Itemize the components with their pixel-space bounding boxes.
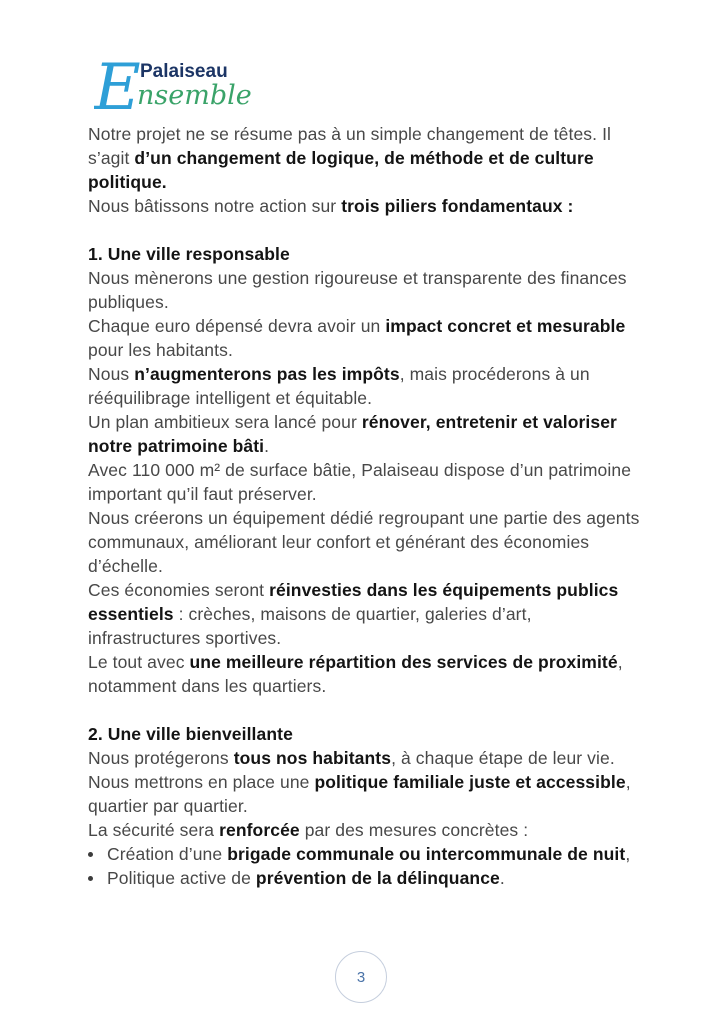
text-run: Création d’une — [107, 844, 228, 864]
text-run-bold: n’augmenterons pas les impôts — [134, 364, 400, 384]
text-run-bold: 2. Une ville bienveillante — [88, 724, 293, 744]
text-run: . — [499, 868, 505, 888]
section-heading — [88, 242, 644, 266]
text-run: La sécurité sera — [88, 820, 220, 840]
paragraph — [88, 650, 644, 698]
bullet-text — [107, 866, 644, 890]
paragraph — [88, 362, 644, 410]
text-run-bold: une meilleure répartition des services de proximité — [189, 652, 618, 672]
text-run: Nous mettrons en place une — [88, 772, 315, 792]
text-run-bold: trois piliers fondamentaux : — [341, 196, 574, 216]
text-run: Avec 110 000 m² de surface bâtie, Palaiseau dispose d’un patrimoine important qu’il faut préserver. — [88, 460, 632, 504]
text-run: Nous bâtissons notre action sur — [88, 196, 342, 216]
logo-wordmark-ensemble: nsemble — [137, 80, 252, 111]
paragraph — [88, 314, 644, 362]
text-run-bold: politique familiale juste et accessible — [314, 772, 626, 792]
text-run: , notamment dans les quartiers. — [88, 652, 623, 696]
paragraph — [88, 194, 644, 218]
text-run-bold: brigade communale ou intercommunale de nuit — [227, 844, 626, 864]
logo-initial-e: E — [94, 52, 141, 120]
paragraph — [88, 266, 644, 314]
text-run-bold: réinvesties dans les équipements publics essentiels — [88, 580, 619, 624]
text-run: , à chaque étape de leur vie. — [391, 748, 615, 768]
logo-graphic — [94, 52, 254, 120]
paragraph — [88, 770, 644, 818]
text-run: , mais procéderons à un rééquilibrage intelligent et équitable. — [88, 364, 590, 408]
text-run: Ces économies seront — [88, 580, 270, 600]
text-run: , quartier par quartier. — [88, 772, 631, 816]
bullet-marker — [88, 876, 93, 881]
text-run: , — [625, 844, 631, 864]
text-run: Nous mènerons une gestion rigoureuse et transparente des finances publiques. — [88, 268, 627, 312]
paragraph — [88, 506, 644, 578]
bullet-marker — [88, 852, 93, 857]
text-run-bold: rénover, entretenir et valoriser notre patrimoine bâti — [88, 412, 617, 456]
bullet-item — [88, 842, 644, 866]
paragraph — [88, 818, 644, 842]
text-run: Le tout avec — [88, 652, 190, 672]
paragraph — [88, 746, 644, 770]
logo-wordmark-palaiseau: Palaiseau — [140, 61, 228, 82]
text-run: pour les habitants. — [88, 340, 233, 360]
text-run: Notre projet ne se résume pas à un simple changement de têtes. Il s’agit — [88, 124, 612, 168]
bullet-item — [88, 866, 644, 890]
paragraph — [88, 122, 644, 194]
text-run-bold: impact concret et mesurable — [385, 316, 626, 336]
text-run: Politique active de — [107, 868, 256, 888]
text-run-bold: tous nos habitants — [233, 748, 392, 768]
paragraph-spacer — [88, 698, 644, 722]
paragraph-spacer — [88, 218, 644, 242]
text-run-bold: 1. Une ville responsable — [88, 244, 290, 264]
document-body — [88, 122, 644, 890]
paragraph — [88, 578, 644, 650]
text-run: Nous créerons un équipement dédié regroupant une partie des agents communaux, améliorant leur confort et générant des économies d’échelle. — [88, 508, 640, 576]
page-number: 3 — [356, 968, 366, 986]
page-number-badge — [335, 951, 387, 1003]
paragraph — [88, 410, 644, 458]
bullet-text — [107, 842, 644, 866]
text-run: Un plan ambitieux sera lancé pour — [88, 412, 362, 432]
text-run: : crèches, maisons de quartier, galeries d’art, infrastructures sportives. — [88, 604, 532, 648]
text-run-bold: prévention de la délinquance — [255, 868, 500, 888]
text-run: Chaque euro dépensé devra avoir un — [88, 316, 386, 336]
palaiseau-ensemble-logo — [94, 52, 254, 125]
text-run-bold: d’un changement de logique, de méthode et de culture politique. — [88, 148, 594, 192]
text-run-bold: renforcée — [219, 820, 300, 840]
text-run: par des mesures concrètes : — [299, 820, 529, 840]
text-run: Nous — [88, 364, 135, 384]
paragraph — [88, 458, 644, 506]
section-heading — [88, 722, 644, 746]
text-run: . — [264, 436, 270, 456]
text-run: Nous protégerons — [88, 748, 234, 768]
